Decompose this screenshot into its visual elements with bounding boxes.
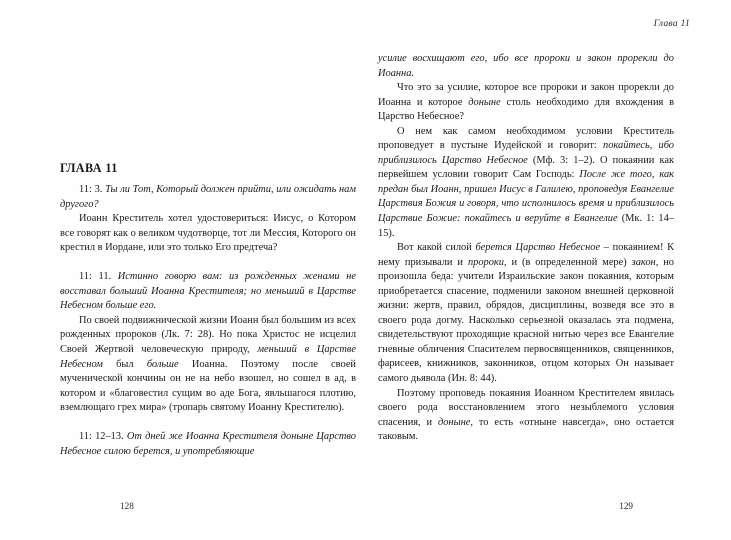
emphasized-text: закон xyxy=(631,256,656,268)
paragraph-text: был xyxy=(102,358,147,370)
commentary-paragraph xyxy=(378,125,674,241)
commentary-paragraph xyxy=(60,314,356,416)
scripture-text: Истинно говорю вам: из рожденных женами не восставал больший Иоанна Крестителя; но меньший в Царстве Небесном больше его. xyxy=(60,271,356,312)
paragraph-text: Иоанна. Поэтому после своей мученической кончины он не на небо взошел, но сошел в ад, в котором и «благовестил сущим во аде Бога, явльшагося плотию, вземлющаго грех мира» (тропарь святому Иоанну Крестителю). xyxy=(60,358,356,414)
verse-reference: 11: 3. xyxy=(79,184,106,195)
paragraph-text: (Мф. 3: 1–2). О покаянии как первейшем условии говорит Сам Господь: xyxy=(378,154,674,181)
right-page-text-block xyxy=(378,52,674,445)
scripture-quote xyxy=(60,183,356,212)
chapter-title: ГЛАВА 11 xyxy=(60,161,118,175)
emphasized-text: больше xyxy=(146,358,179,370)
left-page xyxy=(60,0,356,540)
paragraph-text: Вот какой силой xyxy=(397,242,476,254)
paragraph-text: , и (в определенной мере) xyxy=(503,256,632,268)
paragraph-text: , но произошла беда: учители Израильские закон покаяния, которым приобретается спасение, подменили законом внешней церковной жизни: жертв, правил, обрядов, дисциплины, возведя все это в своего рода догму. Насколько серьезной оказалась эта подмена, свидетельствуют проходящие красной нитью через все Евангелие гневные обличения Спасителем первосвященников, священников, фарисеев, книжников, законников, отцом которых Он называет самого дьявола (Ин. 8: 44). xyxy=(378,256,675,385)
left-page-text-block xyxy=(60,183,356,459)
paragraph-text: По своей подвижнической жизни Иоанн был большим из всех рожденных пророков (Лк. 7: 28). Но пока Христос не исцелил Своей Жертвой человеческую природу, xyxy=(60,314,356,355)
scripture-quote xyxy=(60,270,356,314)
commentary-paragraph xyxy=(60,212,356,256)
folio-left: 128 xyxy=(120,501,134,511)
scripture-quote xyxy=(60,430,356,459)
scripture-text: От дней же Иоанна Крестителя доныне Царство Небесное силою берется, и употребляющие xyxy=(60,431,356,457)
paragraph-text: Поэтому проповедь покаяния Иоанном Крестителем явилась своего рода восстановлением этого незыблемого условия спасения, и xyxy=(378,387,674,428)
paragraph-text: Иоанн Креститель хотел удостовериться: Иисус, о Котором все говорят как о великом чудотворце, тот ли Мессия, Которого он крестил в Иордане, или это только Его предтеча? xyxy=(60,213,356,254)
emphasized-text: пророки xyxy=(467,256,504,268)
paragraph-text: столь необходимо для вхождения в Царство Небесное? xyxy=(378,96,674,123)
commentary-paragraph xyxy=(378,387,674,445)
running-head: Глава 11 xyxy=(653,19,690,29)
emphasized-text: меньший в Царстве Небесном xyxy=(60,343,356,370)
paragraph-text: , то есть «отныне навсегда», оно остается таковым. xyxy=(378,416,675,443)
verse-reference: 11: 12–13. xyxy=(79,431,127,443)
scripture-quote-continued xyxy=(378,52,674,81)
emphasized-text: После же того, как предан был Иоанн, пришел Иисус в Галилею, проповедуя Евангелие Царствия Божия и говоря, что исполнилось время и приблизилось Царствие Божие: покайтесь и веруйте в Евангелие xyxy=(378,169,674,225)
paragraph-text: – покаянием! К нему призывали и xyxy=(378,242,674,268)
verse-reference: 11: 11. xyxy=(79,271,118,283)
emphasized-text: доныне xyxy=(437,416,471,428)
scripture-text: усилие восхищают его, ибо все пророки и закон прорекли до Иоанна. xyxy=(378,53,674,79)
paragraph-text: О нем как самом необходимом условии Креститель проповедует в пустыне Иудейской и говорит: xyxy=(378,125,674,152)
commentary-paragraph xyxy=(378,241,674,386)
emphasized-text: доныне xyxy=(468,96,501,108)
emphasized-text: покайтесь, ибо приблизилось Царство Небесное xyxy=(378,140,674,166)
right-page xyxy=(378,0,674,540)
emphasized-text: берется Царство Небесное xyxy=(475,242,601,254)
scripture-text: Ты ли Тот, Который должен прийти, или ожидать нам другого? xyxy=(60,184,356,210)
paragraph-text: Что это за усилие, которое все пророки и закон прорекли до Иоанна и которое xyxy=(378,82,674,108)
paragraph-text: (Мк. 1: 14–15). xyxy=(378,213,674,239)
folio-right: 129 xyxy=(619,501,633,511)
commentary-paragraph xyxy=(378,81,674,125)
